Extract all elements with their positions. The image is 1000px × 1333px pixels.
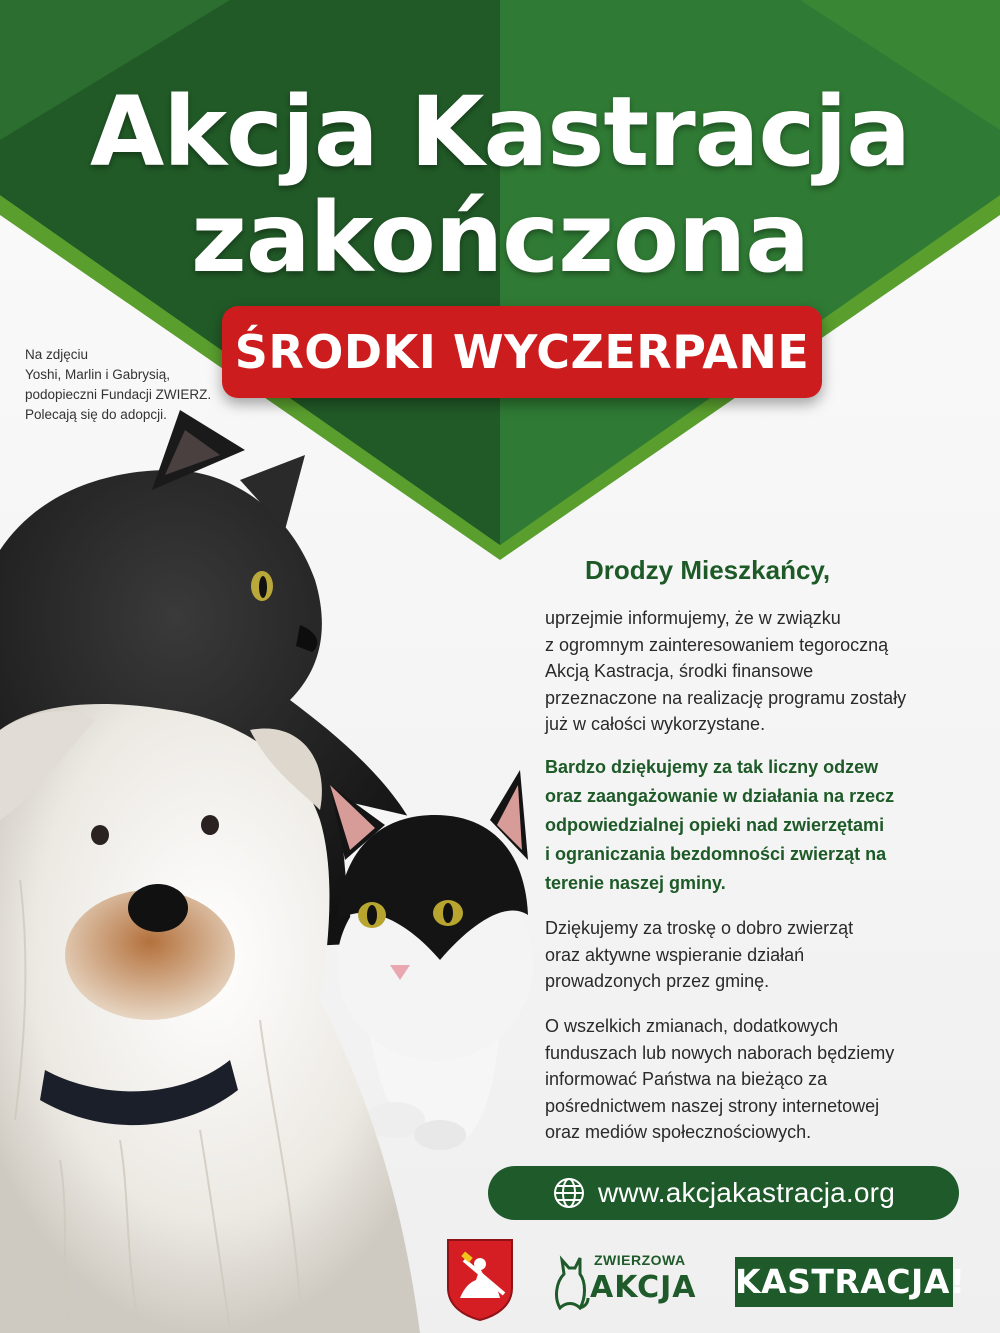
caption-line: podopieczni Fundacji ZWIERZ.: [25, 387, 212, 402]
text-line: O wszelkich zmianach, dodatkowych: [545, 1016, 839, 1036]
text-line: Bardzo dziękujemy za tak liczny odzew: [545, 757, 879, 777]
text-line: oraz zaangażowanie w działania na rzecz: [545, 786, 895, 806]
text-line: pośrednictwem naszej strony internetowej: [545, 1095, 880, 1116]
text-line: uprzejmie informujemy, że w związku: [545, 608, 841, 628]
kastracja-logo: KASTRACJA!: [735, 1257, 953, 1307]
title-line-2: zakończona: [190, 182, 810, 294]
letter-greeting: Drodzy Mieszkańcy,: [585, 555, 831, 585]
zwierzowa-akcja-logo: [552, 1252, 702, 1314]
website-link[interactable]: [488, 1166, 959, 1220]
caption-line: Yoshi, Marlin i Gabrysią,: [25, 367, 171, 382]
text-line: terenie naszej gminy.: [545, 873, 726, 893]
logos-row: [0, 1230, 1000, 1330]
paragraph-gratitude: [545, 915, 975, 995]
globe-icon: [552, 1176, 586, 1210]
paragraph-updates: [545, 1013, 975, 1146]
text-line: Dziękujemy za troskę o dobro zwierząt: [545, 918, 854, 938]
text-line: informować Państwa na bieżąco za: [545, 1069, 828, 1089]
text-line: już w całości wykorzystane.: [545, 714, 766, 734]
funds-exhausted-badge: ŚRODKI WYCZERPANE: [222, 306, 822, 398]
municipal-crest-icon: [446, 1238, 514, 1322]
title-line-1: Akcja Kastracja: [89, 76, 911, 188]
text-line: oraz mediów społecznościowych.: [545, 1122, 812, 1142]
caption-line: Na zdjęciu: [25, 347, 89, 362]
text-line: z ogromnym zainteresowaniem tegoroczną: [545, 634, 889, 655]
text-line: i ograniczania bezdomności zwierząt na: [545, 844, 887, 864]
zwierzowa-text: ZWIERZOWA: [594, 1252, 686, 1268]
text-line: oraz aktywne wspieranie działań: [545, 944, 805, 965]
text-line: funduszach lub nowych naborach będziemy: [545, 1042, 895, 1063]
text-line: prowadzonych przez gminę.: [545, 971, 770, 991]
animals-photo: [0, 400, 560, 1333]
website-url[interactable]: www.akcjakastracja.org: [598, 1177, 895, 1208]
text-line: przeznaczone na realizację programu zostały: [545, 687, 907, 708]
cat-outline-icon: [552, 1252, 590, 1310]
paragraph-info: [545, 605, 975, 738]
text-line: odpowiedzialnej opieki nad zwierzętami: [545, 815, 885, 835]
caption-line: Polecają się do adopcji.: [25, 407, 167, 422]
text-line: Akcją Kastracja, środki finansowe: [545, 661, 814, 681]
paragraph-thanks-bold: [545, 753, 975, 898]
akcja-text: AKCJA: [590, 1270, 697, 1305]
